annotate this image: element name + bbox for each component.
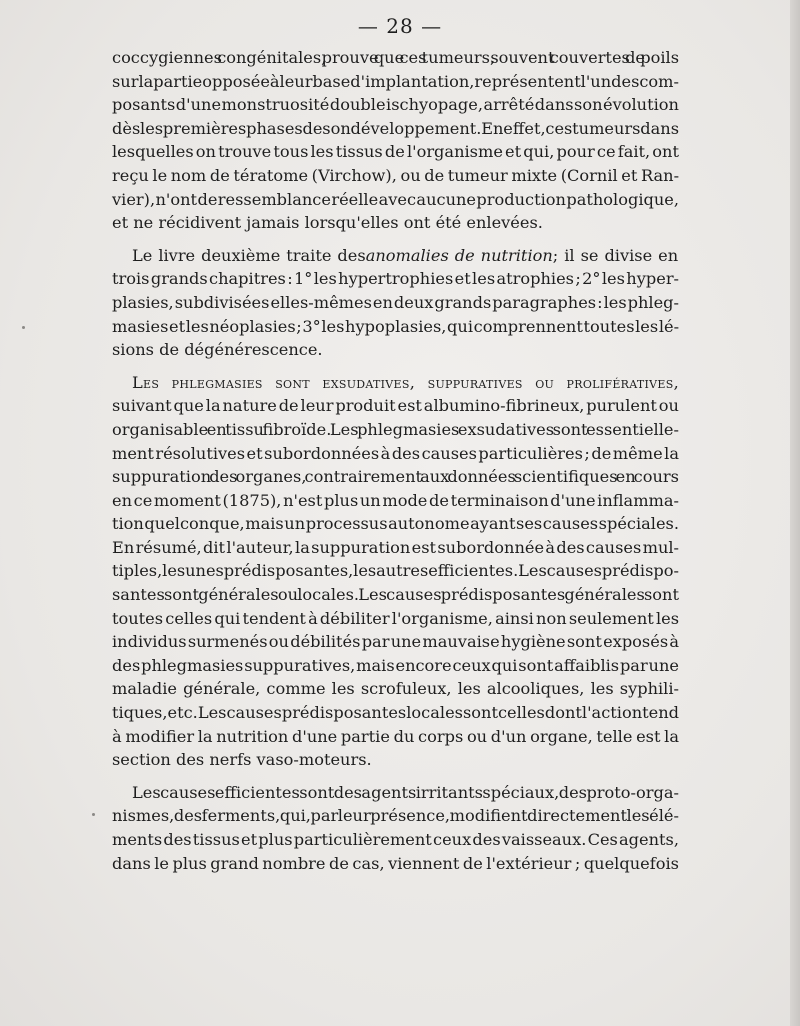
text-line: En résumé, dit l'auteur, la suppuration est subordonnée à des causes mul- [112, 537, 680, 557]
text-line: sions de dégénérescence. [112, 340, 323, 360]
text-line: dès les premières phases de son développement. En effet, ces tumeurs dans [112, 118, 680, 138]
text-line: plasies, subdivisées elles-mêmes en deux grands paragraphes : les phleg- [112, 292, 680, 312]
paper-speck [92, 813, 95, 816]
text-line: suivant que la nature de leur produit est albumino-fibrineux, purulent ou [112, 396, 679, 416]
text-line: Les causes efficientes sont des agents irritants spéciaux, des proto-orga- [132, 782, 679, 802]
text-line: suppuration des organes, contrairement aux données scientifiques en cours [112, 467, 679, 487]
paragraph [112, 244, 679, 362]
paragraph [112, 46, 679, 235]
text-line: masies et les néoplasies ; 3° les hypoplasies, qui comprennent toutes les lé- [112, 316, 680, 336]
paper-speck [22, 326, 25, 329]
paragraph [112, 371, 679, 772]
text-line: en ce moment (1875), n'est plus un mode de terminaison d'une inflamma- [112, 490, 680, 510]
text-line: maladie générale, comme les scrofuleux, les alcooliques, les syphili- [112, 679, 680, 699]
text-line: tiples, les unes prédisposantes, les autres efficientes. Les causes prédispo- [112, 561, 679, 581]
page-edge [790, 0, 800, 1026]
text-line: trois grands chapitres : 1° les hypertrophies et les atrophies ; 2° les hyper- [112, 269, 680, 289]
text-line: lesquelles on trouve tous les tissus de l'organisme et qui, pour ce fait, ont [112, 142, 679, 162]
paragraph [112, 781, 679, 875]
text-line: dans le plus grand nombre de cas, viennent de l'extérieur ; quelquefois [112, 853, 679, 873]
text-line: ments des tissus et plus particulièrement ceux des vaisseaux. Ces agents, [112, 830, 680, 849]
text-line: sur la partie opposée à leur base d'implantation, représentent l'un des com- [112, 71, 679, 91]
text-line: reçu le nom de tératome (Virchow), ou de tumeur mixte (Cornil et Ran- [112, 165, 680, 185]
text-line: vier), n'ont de ressemblance réelle avec aucune production pathologique, [112, 189, 680, 209]
body-text [112, 46, 679, 875]
text-line: à modifier la nutrition d'une partie du corps ou d'un organe, telle est la [112, 726, 679, 746]
text-line: des phlegmasies suppuratives, mais encore ceux qui sont affaiblis par une [112, 655, 679, 675]
text-line: ment résolutives et subordonnées à des causes particulières ; de même la [112, 443, 679, 463]
text-line: nismes, des ferments, qui, par leur présence, modifient directement les élé- [112, 806, 679, 826]
text-line: et ne récidivent jamais lorsqu'elles ont été enlevées. [112, 213, 543, 233]
text-line: santes sont générales ou locales. Les causes prédisposantes générales sont [112, 585, 679, 605]
text-line: individus surmenés ou débilités par une mauvaise hygiène sont exposés à [112, 632, 680, 652]
italic-phrase: anomalies de nutrition [365, 245, 553, 265]
text-line: Les phlegmasies sont exsudatives, suppuratives ou prolifératives, [132, 372, 680, 392]
text-line [112, 244, 679, 268]
page-number: — 28 — [357, 14, 443, 38]
text-line: tiques, etc. Les causes prédisposantes locales sont celles dont l'action tend [112, 703, 680, 723]
text-line: tion quelconque, mais un processus autonome ayant ses causes spéciales. [112, 514, 680, 534]
text-line: section des nerfs vaso-moteurs. [112, 750, 372, 770]
text-line: posants d'une monstruosité double ischyopage, arrêté dans son évolution [112, 95, 679, 115]
text-line: coccygiennes congénitales, prouve que ces tumeurs, souvent couvertes de poils [112, 48, 680, 67]
text-line: toutes celles qui tendent à débiliter l'organisme, ainsi non seulement les [112, 608, 680, 628]
text-run: Le livre deuxième traite desanomalies de nutrition; il se divise en [132, 245, 679, 265]
text-line: organisable en tissu fibroïde. Les phlegmasies exsudatives sont essentielle- [112, 419, 679, 439]
